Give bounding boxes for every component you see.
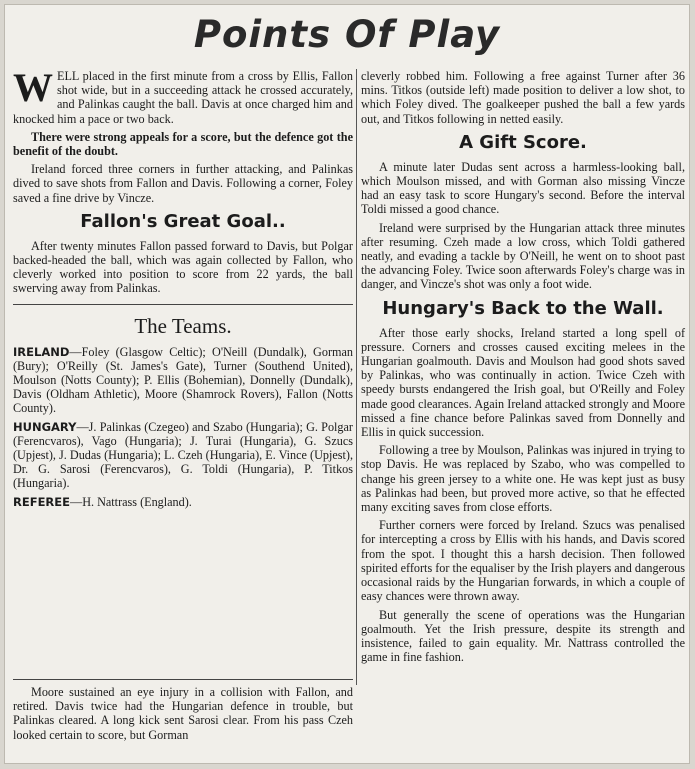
referee-name: —H. Nattrass (England). (70, 494, 192, 509)
bottom-paragraph (13, 685, 353, 746)
divider (13, 679, 353, 680)
team-ireland (13, 345, 353, 416)
newspaper-clipping (4, 4, 690, 764)
team-lineup: —Foley (Glasgow Celtic); O'Neill (Dundalk), Gorman (Bury); O'Reilly (St. James's Gate), Turner (Southend United), Moulson (Notts County); P. Ellis (Bohemian), Donnelly (Dundalk), Davis (Oldham Athletic), Moore (Shamrock Rovers), Fallon (Notts County). (13, 344, 353, 416)
team-lineup: —J. Palinkas (Czegeo) and Szabo (Hungaria); G. Polgar (Ferencvaros), Vago (Hungaria); J. Turai (Hungaria), G. Szucs (Upjest), J. Dudas (Hungaria); L. Czeh (Hungaria), E. Vince (Upjest), Dr. G. Sarosi (Ferencvaros), G. Toldi (Hungaria), P. Titkos (Hungaria). (13, 419, 353, 491)
left-column (13, 65, 353, 753)
paragraph: But generally the scene of operations was the Hungarian goalmouth. Yet the Irish pressure, despite its strength and insistence, failed to gain equality. Mr. Nattrass controlled the game in fine fashion. (361, 607, 685, 665)
paragraph: Ireland forced three corners in further attacking, and Palinkas dived to save shots from Fallon and Davis. Following a corner, Foley saved a fine drive by Vincze. (13, 162, 353, 205)
paragraph: Ireland were surprised by the Hungarian attack three minutes after resuming. Czeh made a low cross, which Toldi gathered neatly, and evading a tackle by O'Neill, he went on to shoot past the advancing Foley. Twice soon afterwards Foley's charge was in danger, and Vincze's shot was only a foot wide. (361, 220, 685, 292)
team-hungary (13, 420, 353, 491)
referee-label: REFEREE (13, 494, 70, 509)
paragraph: After those early shocks, Ireland started a long spell of pressure. Corners and crosses caused exciting melees in the Hungarian goalmouth. Davis and Moulson had good shots saved by Palinkas, who was continually in action. Twice Czeh with speedy bursts endangered the Irish goal, but O'Reilly and Foley made good clearances. Again Ireland attacked strongly and Moore missed a fine chance before Palinkas saved from Donnelly and Ellis in quick succession. (361, 325, 685, 440)
right-column (361, 69, 685, 753)
team-label: HUNGARY (13, 419, 77, 434)
headline: Points Of Play (193, 13, 501, 56)
paragraph: Further corners were forced by Ireland. Szucs was penalised for intercepting a cross by Ellis with his hands, and Davis scored from the spot. I thought this a harsh decision. Then followed spirited efforts for the equaliser by the Irish players and dangerous occasional raids by the Hungarian forwards, in which a couple of easy chances were thrown away. (361, 518, 685, 604)
referee (13, 495, 353, 509)
subheading-back-to-wall: Hungary's Back to the Wall. (382, 297, 664, 319)
paragraph-text: ELL placed in the first minute from a cross by Ellis, Fallon shot wide, but in a succeeding attack he crossed accurately, and Palinkas caught the ball. Davis at once charged him and knocked him a pace or two back. (13, 69, 353, 126)
subheading-gift-score: A Gift Score. (459, 131, 587, 153)
paragraph: There were strong appeals for a score, but the defence got the benefit of the doubt. (13, 129, 353, 159)
column-divider (356, 69, 357, 685)
paragraph: Following a tree by Moulson, Palinkas was injured in trying to stop Davis. He was replaced by Szabo, who was compelled to change his green jersey to a white one. He was kept just as busy as Palinkas had been, but proved more active, so that he effected many exciting saves from close efforts. (361, 443, 685, 515)
paragraph: A minute later Dudas sent across a harmless-looking ball, which Moulson missed, and with Gorman also missing Vincze had an easy task to score Hungary's second. Before the interval Toldi missed a good chance. (361, 159, 685, 217)
paragraph (13, 65, 353, 126)
divider (13, 304, 353, 305)
subheading-fallon-goal: Fallon's Great Goal.. (80, 210, 286, 232)
subheading-teams: The Teams. (134, 313, 232, 338)
team-label: IRELAND (13, 344, 70, 359)
paragraph: After twenty minutes Fallon passed forward to Davis, but Polgar backed-headed the ball, which was again collected by Fallon, who cleverly worked into position to score from 22 yards, the ball swerving away from Palinkas. (13, 238, 353, 296)
drop-cap: W (13, 65, 53, 110)
paragraph: cleverly robbed him. Following a free against Turner after 36 mins. Titkos (outside left) made position to deliver a low shot, to which Foley dived. The goalkeeper pushed the ball a few yards out, and Titkos following in netted easily. (361, 69, 685, 126)
paragraph: Moore sustained an eye injury in a collision with Fallon, and retired. Davis twice had the Hungarian defence in trouble, but Palinkas cleared. A long kick sent Sarosi clear. From his pass Czeh looked certain to score, but Gorman (13, 685, 353, 742)
